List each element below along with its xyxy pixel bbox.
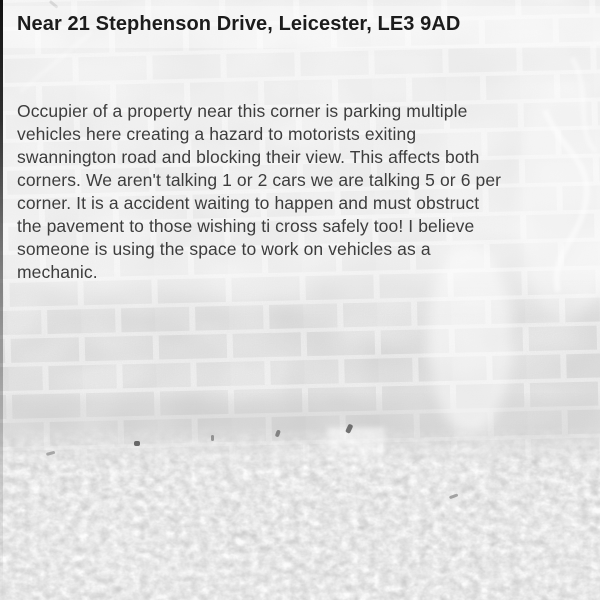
description-line: vehicles here creating a hazard to motorists exiting (17, 124, 417, 144)
description-line: swannington road and blocking their view. This affects both (17, 147, 480, 167)
report-location-title: Near 21 Stephenson Drive, Leicester, LE3 9AD (17, 13, 461, 35)
description-line: Occupier of a property near this corner is parking multiple (17, 101, 468, 121)
left-edge-shadow (0, 0, 3, 600)
report-description (17, 100, 501, 284)
description-line: mechanic. (17, 262, 98, 282)
description-line: corners. We aren't talking 1 or 2 cars we are talking 5 or 6 per (17, 170, 502, 190)
description-line: someone is using the space to work on vehicles as a (17, 239, 431, 259)
description-line: corner. It is a accident waiting to happen and must obstruct (17, 193, 480, 213)
gravel-layer (0, 425, 600, 600)
description-line: the pavement to those wishing ti cross safely too! I believe (17, 216, 475, 236)
